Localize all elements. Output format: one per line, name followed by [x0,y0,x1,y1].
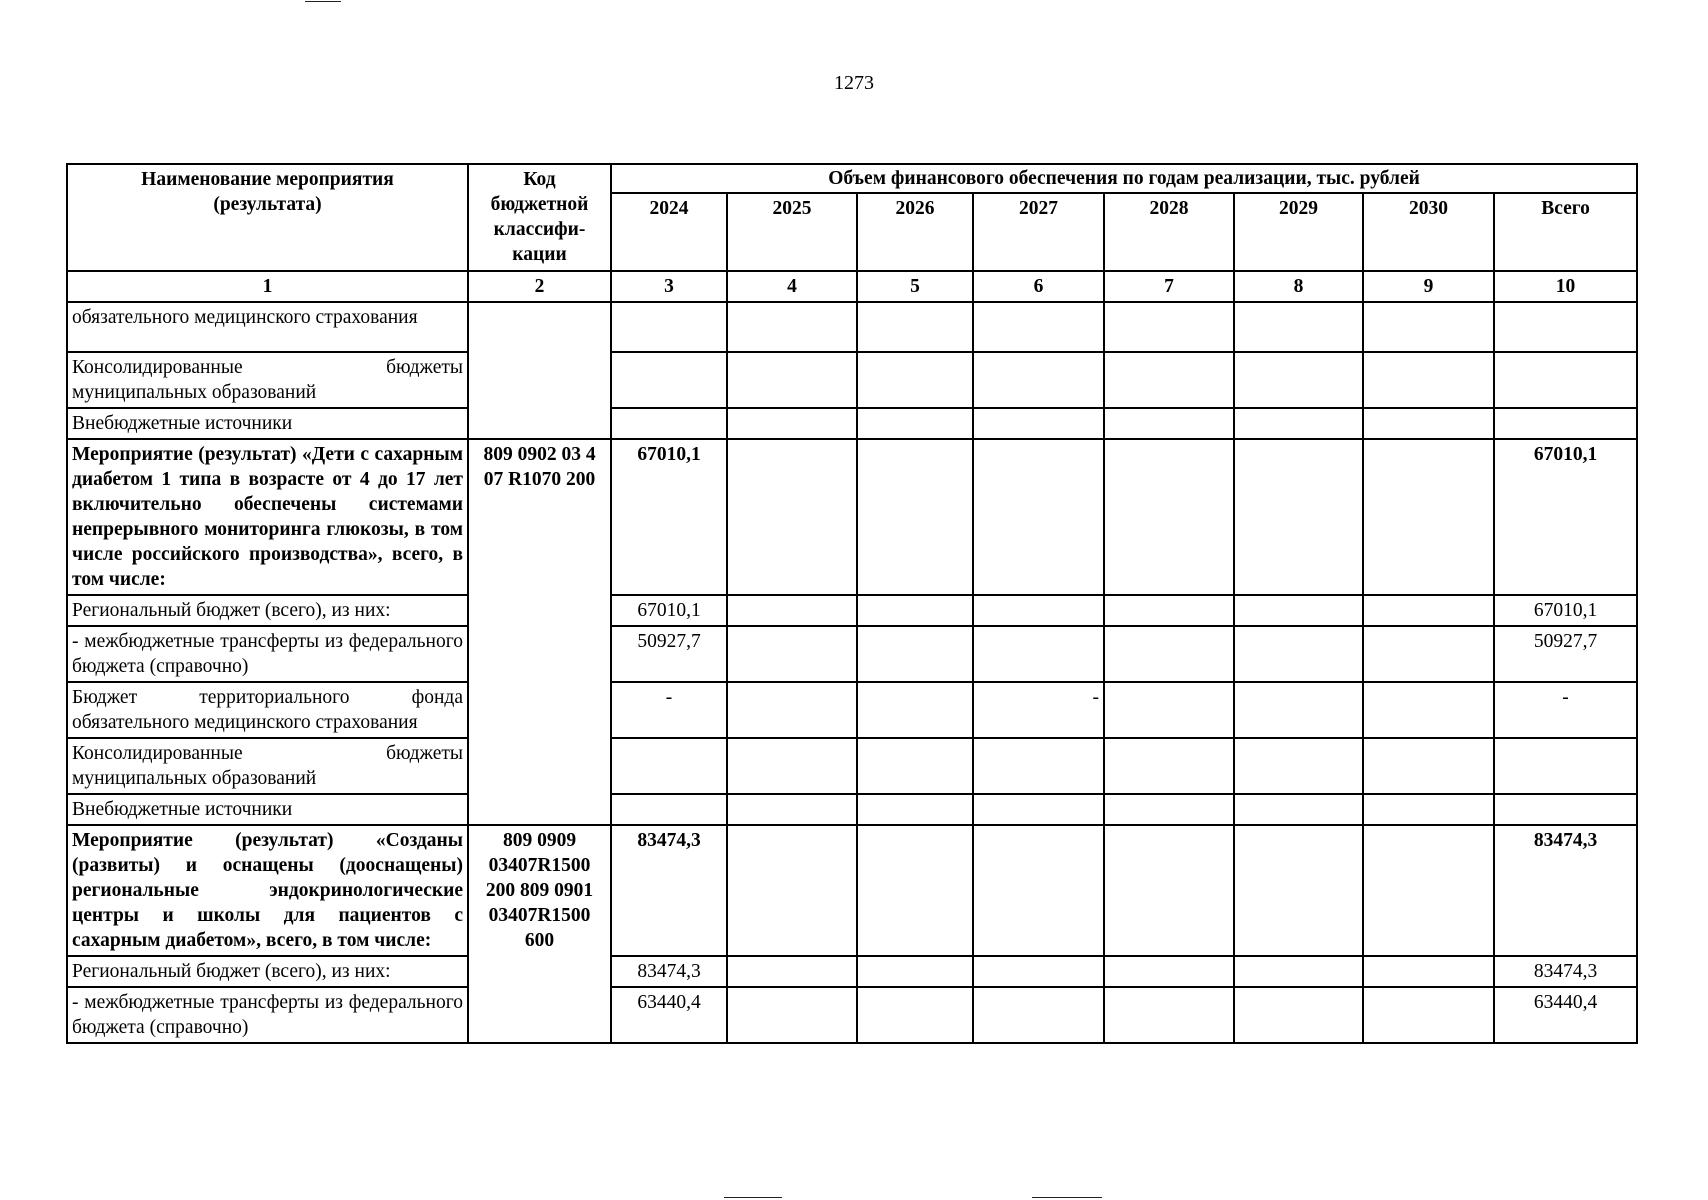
value-2027: - [973,682,1104,738]
table-row [67,408,1637,439]
header-total: Всего [1494,193,1637,271]
value-2024: 83474,3 [611,956,727,987]
row-name: обязательного медицинского страхования [67,302,468,352]
value-total: 83474,3 [1494,825,1637,956]
value-2024: 67010,1 [611,439,727,595]
column-number: 6 [973,271,1104,302]
table-row [67,302,1637,352]
row-name: - межбюджетные трансферты из федерального бюджета (справочно) [67,626,468,682]
table-row [67,682,1637,738]
column-number: 5 [857,271,973,302]
value-total: - [1494,682,1637,738]
table-row [67,825,1637,956]
table-row [67,987,1637,1043]
value-2024: 50927,7 [611,626,727,682]
header-year-2029: 2029 [1234,193,1363,271]
column-number: 2 [468,271,611,302]
row-name: Бюджет территориального фонда обязательного медицинского страхования [67,682,468,738]
scan-line-bottom-left [724,1197,782,1198]
column-numbers-row [67,271,1637,302]
header-year-2027: 2027 [973,193,1104,271]
header-code: Код бюджетной классифи-кации [468,164,611,271]
column-number: 3 [611,271,727,302]
value-total: 63440,4 [1494,987,1637,1043]
row-name: Консолидированные бюджеты муниципальных образований [67,738,468,794]
row-name: Региональный бюджет (всего), из них: [67,956,468,987]
header-year-2026: 2026 [857,193,973,271]
value-2024: - [611,682,727,738]
column-number: 9 [1363,271,1494,302]
table-row [67,956,1637,987]
column-number: 1 [67,271,468,302]
row-name: Мероприятие (результат) «Созданы (развиты) и оснащены (дооснащены) региональные эндокринологические центры и школы для пациентов с сахарным диабетом», всего, в том числе: [67,825,468,956]
header-year-2028: 2028 [1104,193,1234,271]
column-number: 7 [1104,271,1234,302]
value-total: 67010,1 [1494,439,1637,595]
header-group: Объем финансового обеспечения по годам реализации, тыс. рублей [611,164,1637,193]
table-row [67,352,1637,408]
value-total: 83474,3 [1494,956,1637,987]
budget-code: 809 0909 03407R1500 200 809 0901 03407R1500 600 [468,825,611,1043]
scan-line-top [305,1,341,2]
row-name: Внебюджетные источники [67,408,468,439]
header-name: Наименование мероприятия (результата) [67,164,468,271]
page-number: 1273 [834,72,874,94]
header-year-2030: 2030 [1363,193,1494,271]
header-year-2024: 2024 [611,193,727,271]
row-name: - межбюджетные трансферты из федерального бюджета (справочно) [67,987,468,1043]
row-name: Мероприятие (результат) «Дети с сахарным диабетом 1 типа в возрасте от 4 до 17 лет включительно обеспечены системами непрерывного мониторинга глюкозы, в том числе российского производства», всего, в том числе: [67,439,468,595]
column-number: 10 [1494,271,1637,302]
value-2024: 83474,3 [611,825,727,956]
budget-table [66,163,1638,1044]
table-row [67,439,1637,595]
column-number: 8 [1234,271,1363,302]
value-total: 50927,7 [1494,626,1637,682]
table-row [67,626,1637,682]
table-row [67,738,1637,794]
row-name: Внебюджетные источники [67,794,468,825]
row-name: Региональный бюджет (всего), из них: [67,595,468,626]
budget-code: 809 0902 03 4 07 R1070 200 [468,439,611,825]
table-row [67,595,1637,626]
value-total: 67010,1 [1494,595,1637,626]
header-year-2025: 2025 [727,193,857,271]
value-2024: 67010,1 [611,595,727,626]
column-number: 4 [727,271,857,302]
code-cell-empty [468,302,611,439]
scan-line-bottom-right [1032,1197,1102,1198]
table-row [67,794,1637,825]
row-name: Консолидированные бюджеты муниципальных образований [67,352,468,408]
value-2024: 63440,4 [611,987,727,1043]
